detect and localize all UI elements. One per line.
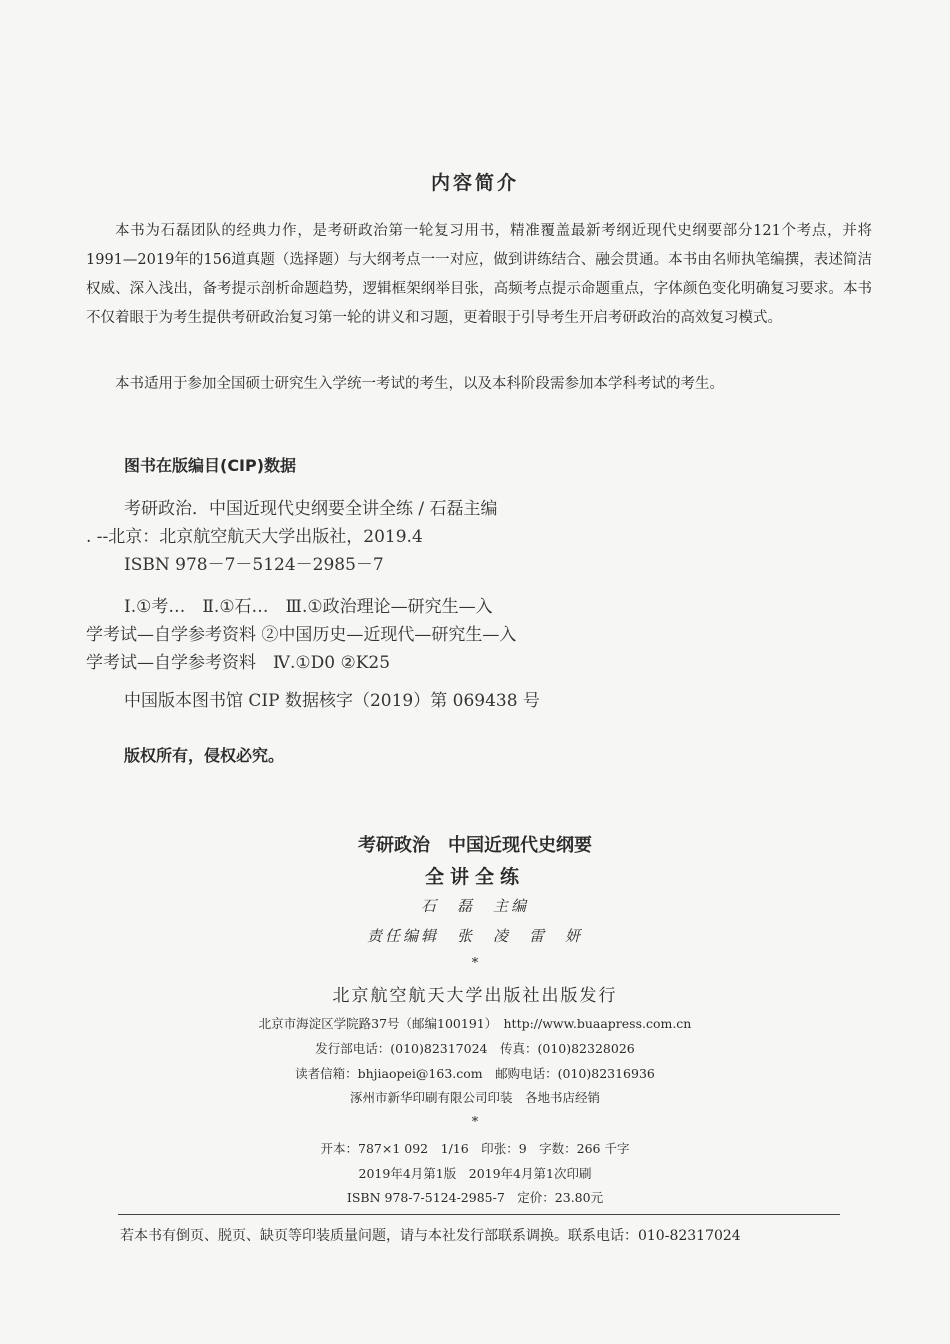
cip-line-1: 考研政治．中国近现代史纲要全讲全练 / 石磊主编 xyxy=(124,499,498,519)
separator-star: * xyxy=(471,956,479,971)
publisher-address: 北京市海淀区学院路37号（邮编100191） http://www.buaapress.com.cn xyxy=(258,1016,692,1031)
footer-notice: 若本书有倒页、脱页、缺页等印装质量问题，请与本社发行部联系调换。联系电话：010-82317024 xyxy=(120,1228,741,1244)
footer-divider xyxy=(118,1214,840,1215)
cip-line-4: Ⅰ.①考… Ⅱ.①石… Ⅲ.①政治理论—研究生—入 xyxy=(124,597,493,617)
cip-line-2: . --北京：北京航空航天大学出版社，2019.4 xyxy=(86,527,423,547)
book-title: 考研政治 中国近现代史纲要 xyxy=(358,835,592,856)
cip-line-3: ISBN 978－7－5124－2985－7 xyxy=(124,555,384,575)
book-author: 石 磊 主编 xyxy=(420,897,529,915)
book-subtitle: 全讲全练 xyxy=(424,866,525,888)
publisher-email: 读者信箱：bhjiaopei@163.com 邮购电话：(010)82316936 xyxy=(295,1066,655,1081)
separator-star-2: * xyxy=(471,1115,479,1130)
publisher-line: 北京航空航天大学出版社出版发行 xyxy=(332,986,618,1006)
intro-paragraph-2: 本书适用于参加全国硕士研究生入学统一考试的考生，以及本科阶段需参加本学科考试的考生。 xyxy=(115,376,724,392)
copyright-notice: 版权所有，侵权必究。 xyxy=(124,746,285,765)
cip-line-5: 学考试—自学参考资料 ②中国历史—近现代—研究生—入 xyxy=(86,625,517,645)
edition-line: 2019年4月第1版 2019年4月第1次印刷 xyxy=(358,1166,592,1181)
cip-line-7: 中国版本图书馆 CIP 数据核字（2019）第 069438 号 xyxy=(124,691,540,711)
intro-paragraph-1: 本书为石磊团队的经典力作，是考研政治第一轮复习用书，精准覆盖最新考纲近现代史纲要部分121个考点，并将1991—2019年的156道真题（选择题）与大纲考点一一对应，做到讲练结合、融会贯通。本书由名师执笔编撰，表述简洁权威、深入浅出，备考提示剖析命题趋势，逻辑框架纲举目张，高频考点提示命题重点，字体颜色变化明确复习要求。本书不仅着眼于为考生提供考研政治复习第一轮的讲义和习题，更着眼于引导考生开启考研政治的高效复习模式。 xyxy=(86,223,872,326)
isbn-price-line: ISBN 978-7-5124-2985-7 定价：23.80元 xyxy=(346,1190,604,1205)
printer-line: 涿州市新华印刷有限公司印装 各地书店经销 xyxy=(349,1090,600,1105)
format-line: 开本：787×1 092 1/16 印张：9 字数：266 千字 xyxy=(320,1141,630,1156)
intro-title: 内容简介 xyxy=(430,172,519,194)
cip-line-6: 学考试—自学参考资料 Ⅳ.①D0 ②K25 xyxy=(86,653,391,673)
cip-heading: 图书在版编目(CIP)数据 xyxy=(124,456,297,475)
responsible-editors: 责任编辑 张 凌 雷 妍 xyxy=(366,927,583,945)
publisher-phone: 发行部电话：(010)82317024 传真：(010)82328026 xyxy=(315,1041,635,1056)
